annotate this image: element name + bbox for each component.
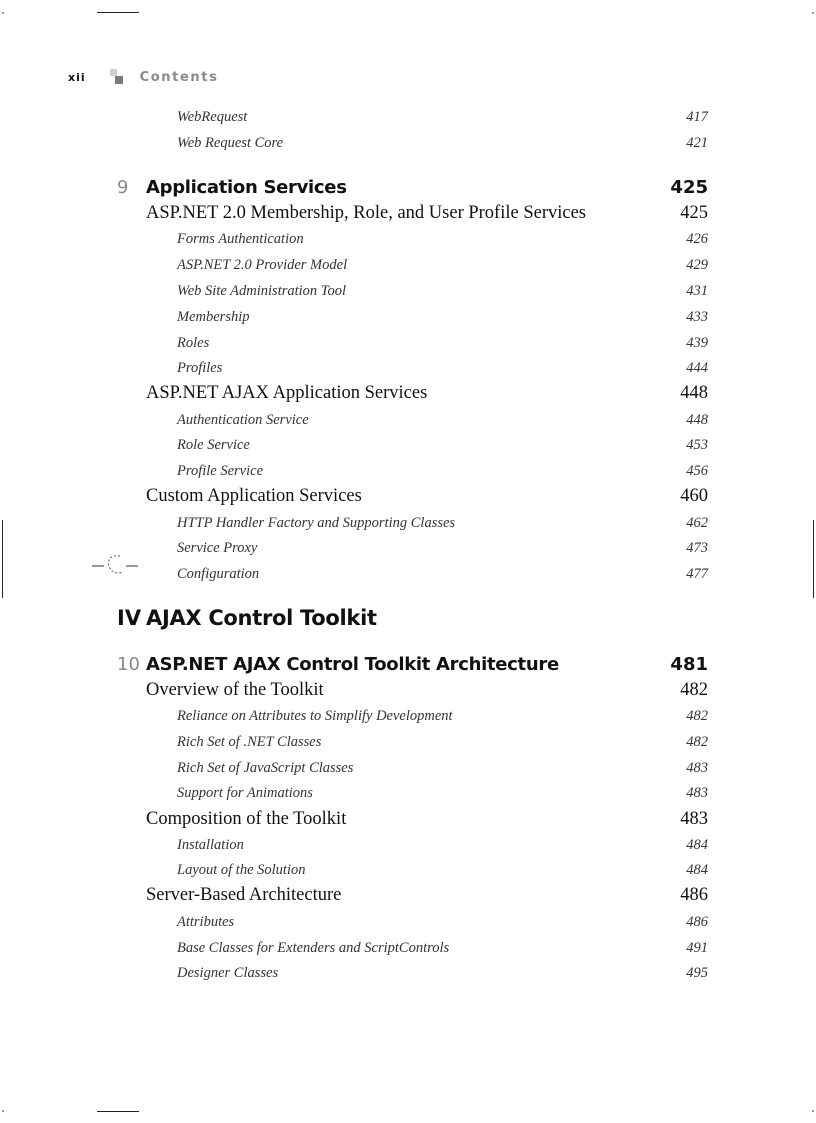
toc-subsection-page: 444 [686,360,708,376]
chapter-number: 9 [117,177,129,198]
chapter-title: ASP.NET AJAX Control Toolkit Architecture [146,654,559,675]
toc-subsection-page: 431 [686,283,708,299]
toc-section-page: 483 [680,809,708,829]
toc-section-title: Server-Based Architecture [146,885,342,905]
toc-section-page: 460 [680,486,708,506]
toc-subsection-page: 491 [686,940,708,956]
toc-subsection-page: 439 [686,335,708,351]
crop-mark-left [2,520,3,598]
toc-subsection-title: WebRequest [177,109,248,125]
crop-mark-top [97,12,139,13]
part-title: AJAX Control Toolkit [146,606,377,630]
toc-subsection-title: Support for Animations [177,785,313,801]
toc-subsection-title: Base Classes for Extenders and ScriptControls [177,940,450,956]
toc-section-page: 448 [680,383,708,403]
toc-subsection-title: Web Site Administration Tool [177,283,347,299]
toc-subsection-page: 486 [686,914,708,930]
chapter-page: 425 [670,177,708,198]
toc-section-title: ASP.NET AJAX Application Services [146,383,428,403]
toc-subsection-title: Installation [177,837,244,853]
crop-mark-bottom [97,1111,139,1112]
registration-mark-icon [92,548,140,580]
toc-subsection-title: Profiles [177,360,223,376]
toc-subsection-page: 421 [686,135,708,151]
part-number: IV [117,606,142,630]
header-squares-icon [110,69,124,85]
chapter-number: 10 [117,654,140,675]
toc-subsection-title: Web Request Core [177,135,284,151]
toc-subsection-title: Designer Classes [177,965,279,981]
toc-subsection-page: 433 [686,309,708,325]
toc-section-page: 425 [680,203,708,223]
toc-section-page: 482 [680,680,708,700]
toc-subsection-title: HTTP Handler Factory and Supporting Classes [177,515,456,531]
toc-subsection-title: Rich Set of JavaScript Classes [177,760,354,776]
toc-subsection-page: 482 [686,708,708,724]
toc-subsection-title: Rich Set of .NET Classes [177,734,322,750]
toc-subsection-page: 426 [686,231,708,247]
chapter-title: Application Services [146,177,347,198]
page-number: xii [68,70,86,84]
toc-subsection-title: Reliance on Attributes to Simplify Development [177,708,453,724]
toc-subsection-title: Layout of the Solution [177,862,306,878]
toc-subsection-page: 417 [686,109,708,125]
corner-dot-bottom-left [2,1110,4,1112]
toc-section-title: Custom Application Services [146,486,362,506]
toc-subsection-title: Roles [177,335,210,351]
chapter-page: 481 [670,654,708,675]
toc-subsection-page: 429 [686,257,708,273]
toc-subsection-title: Profile Service [177,463,264,479]
toc-section-title: ASP.NET 2.0 Membership, Role, and User Profile Services [146,203,587,223]
crop-mark-right [813,520,814,598]
toc-subsection-page: 477 [686,566,708,582]
toc-subsection-page: 482 [686,734,708,750]
toc-subsection-title: Service Proxy [177,540,258,556]
toc-subsection-title: Authentication Service [177,412,309,428]
corner-dot-bottom-right [812,1110,814,1112]
toc-subsection-page: 484 [686,837,708,853]
toc-subsection-title: ASP.NET 2.0 Provider Model [177,257,348,273]
toc-subsection-page: 462 [686,515,708,531]
toc-subsection-title: Membership [177,309,250,325]
corner-dot-top-left [2,12,4,14]
toc-subsection-title: Attributes [177,914,235,930]
toc-subsection-page: 495 [686,965,708,981]
toc-section-page: 486 [680,885,708,905]
toc-subsection-page: 473 [686,540,708,556]
running-title: Contents [139,69,219,85]
toc-subsection-page: 483 [686,760,708,776]
toc-subsection-title: Role Service [177,437,250,453]
toc-subsection-title: Configuration [177,566,260,582]
toc-subsection-page: 483 [686,785,708,801]
running-header [68,68,218,86]
toc-section-title: Overview of the Toolkit [146,680,324,700]
toc-section-title: Composition of the Toolkit [146,809,347,829]
toc-subsection-title: Forms Authentication [177,231,304,247]
corner-dot-top-right [812,12,814,14]
toc-subsection-page: 484 [686,862,708,878]
toc-subsection-page: 453 [686,437,708,453]
toc-subsection-page: 448 [686,412,708,428]
toc-subsection-page: 456 [686,463,708,479]
